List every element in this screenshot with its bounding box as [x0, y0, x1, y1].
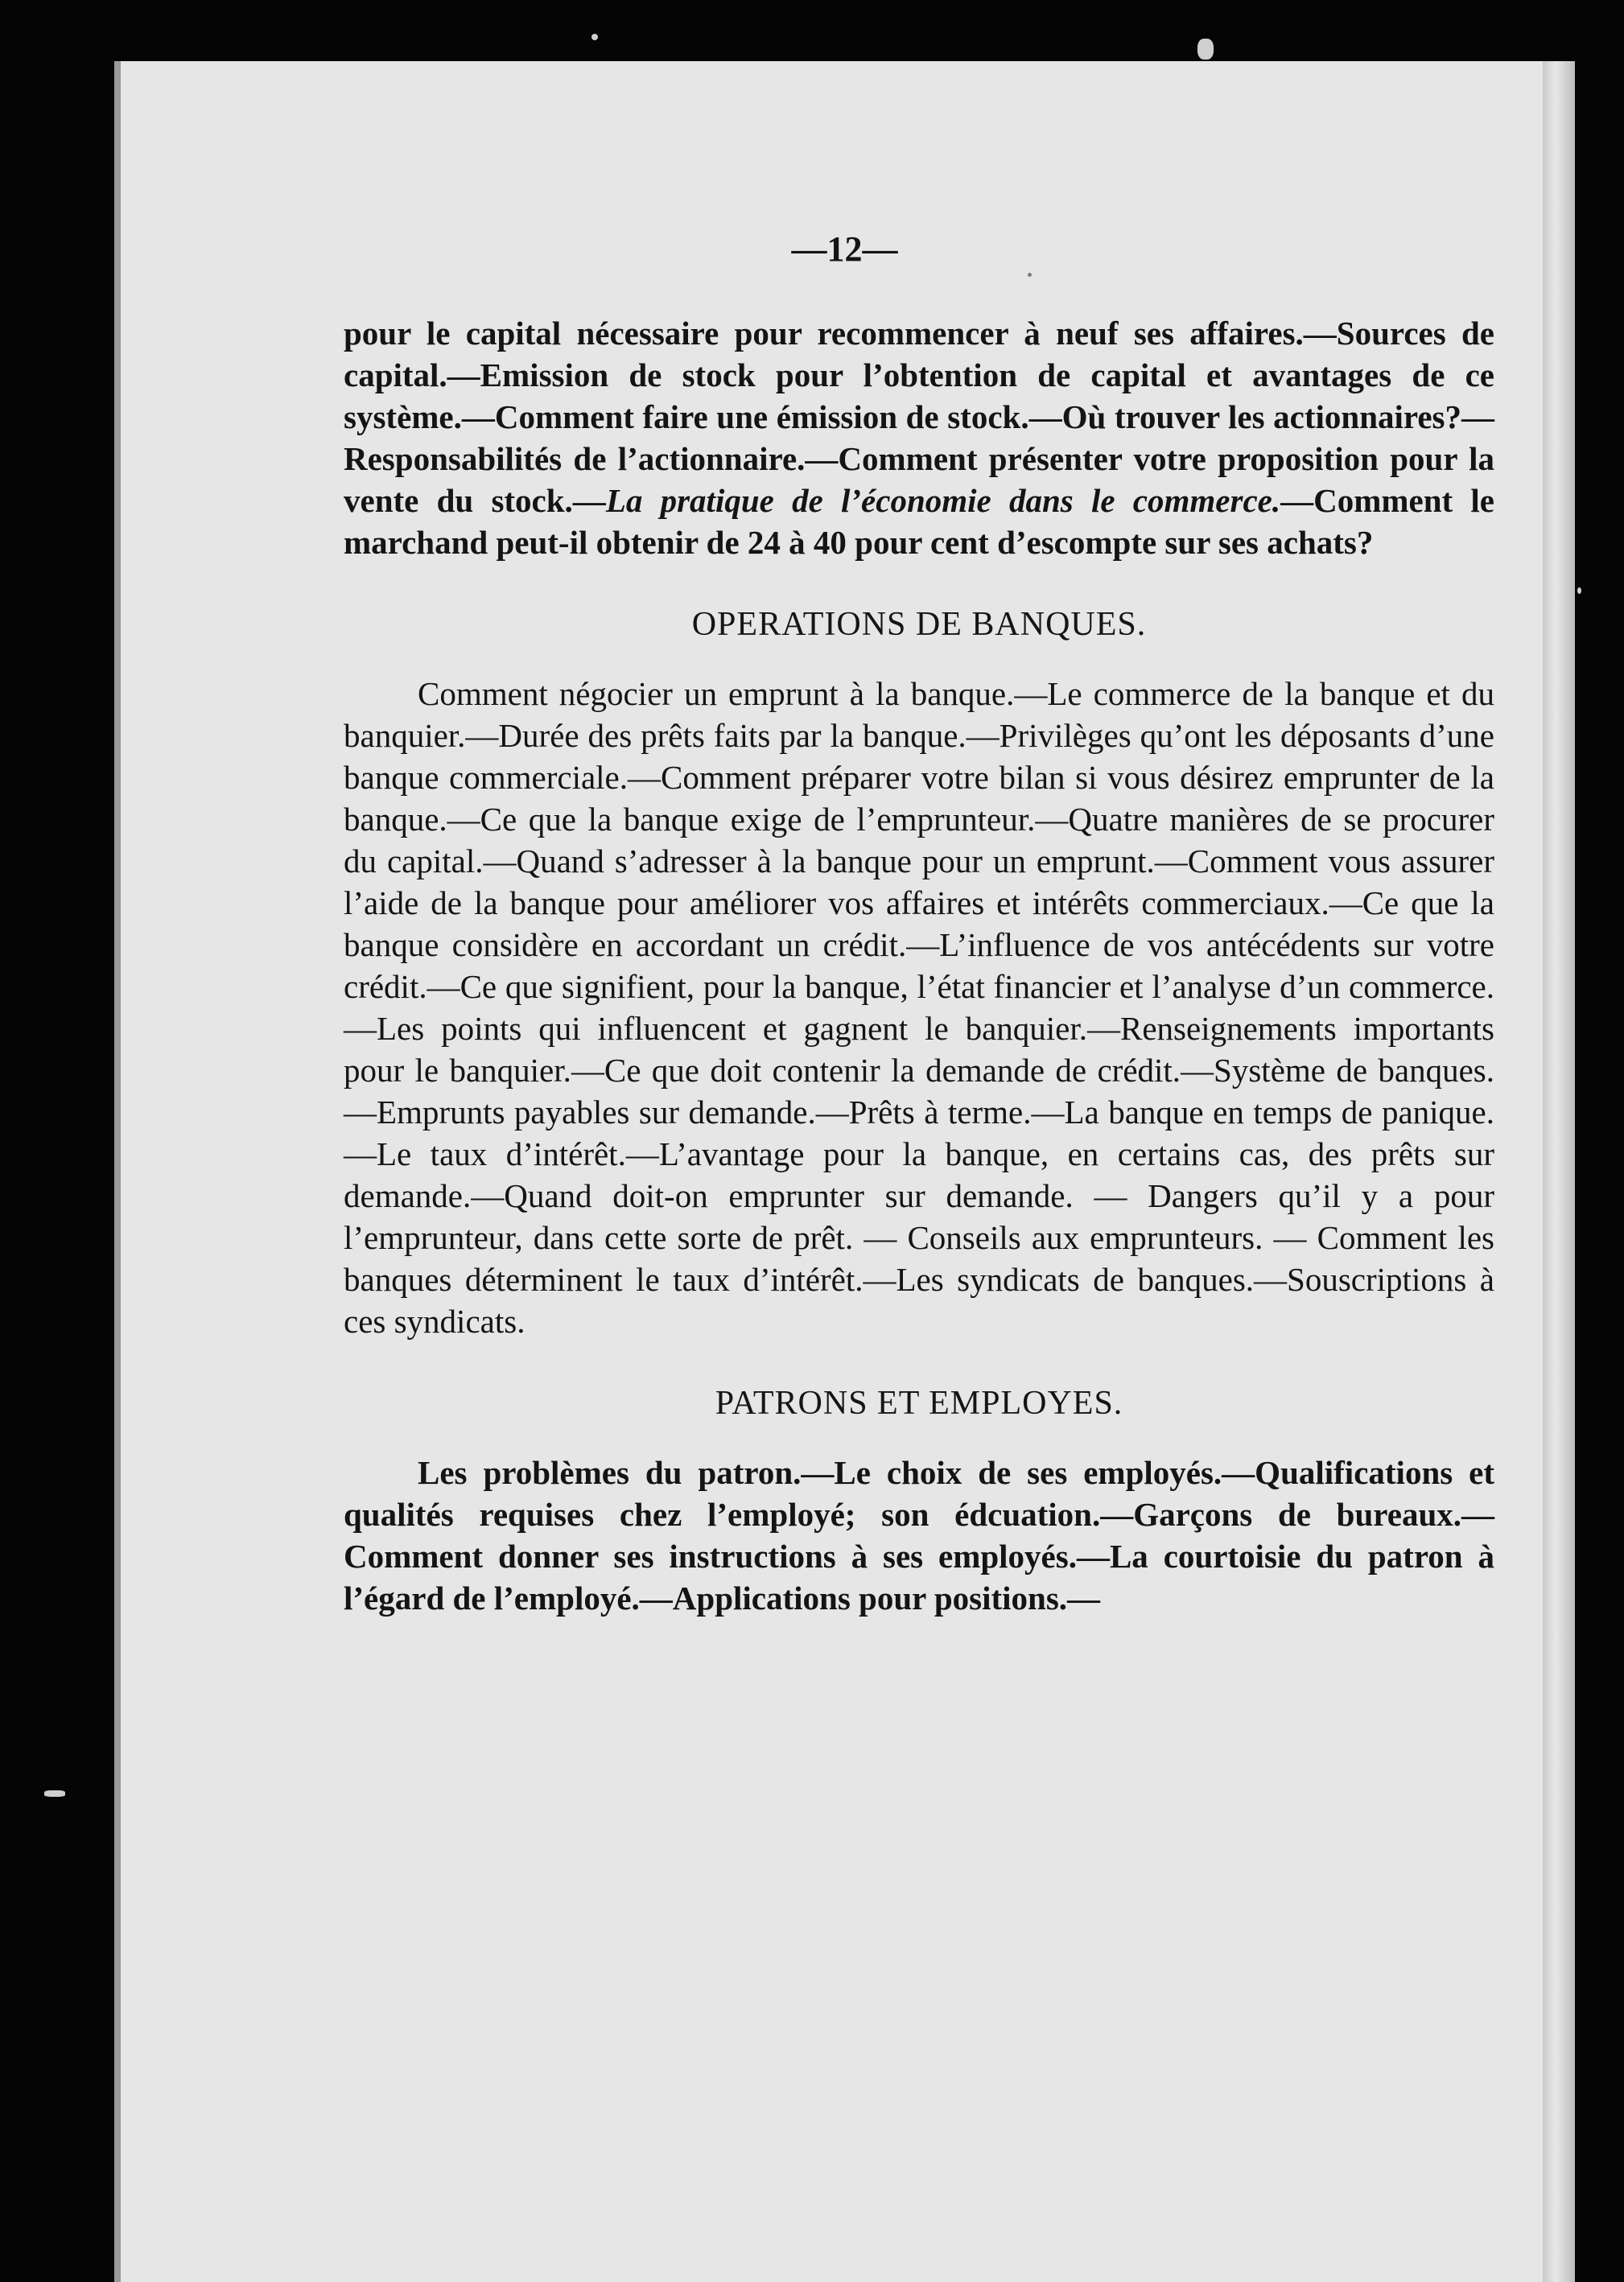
section-body-patrons-employes: Les problèmes du patron.—Le choix de ses employés.—Qualifications et qualités requises chez l’employé; son édcuation.—Garçons de bureaux.—Comment donner ses instructions à ses employés.—La courtoisie du patron à l’égard de l’employé.—Applications pour positions.—	[344, 1454, 1494, 1617]
scan-speck	[1197, 39, 1214, 60]
scan-speck	[44, 1790, 65, 1797]
section-body-operations-banques: Comment négocier un emprunt à la banque.—Le commerce de la banque et du banquier.—Durée des prêts faits par la banque.—Privilèges qu’ont les déposants d’une banque commerciale.—Comment préparer votre bilan si vous désirez emprunter de la banque.—Ce que la banque exige de l’emprunteur.—Quatre manières de se procurer du capital.—Quand s’adresser à la banque pour un emprunt.—Comment vous assurer l’aide de la banque pour améliorer vos affaires et intérêts commerciaux.—Ce que la banque considère en accordant un crédit.—L’influence de vos antécédents sur votre crédit.—Ce que signifient, pour la banque, l’état financier et l’analyse d’un commerce.—Les points qui influencent et gagnent le banquier.—Renseignements importants pour le banquier.—Ce que doit contenir la demande de crédit.—Système de banques.—Emprunts payables sur demande.—Prêts à terme.—La banque en temps de panique.—Le taux d’intérêt.—L’avantage pour la banque, en certains cas, des prêts sur demande.—Quand doit-on emprunter sur demande. — Dangers qu’il y a pour l’emprunteur, dans cette sorte de prêt. — Conseils aux emprunteurs. — Comment les banques déterminent le taux d’intérêt.—Les syndicats de banques.—Souscriptions à ces syndicats.	[344, 675, 1494, 1340]
page-content	[344, 312, 1494, 1619]
intro-text: pour le capital nécessaire pour recommencer à neuf ses affaires.—Sources de capital.—Emission de stock pour l’obtention de capital et avantages de ce système.—Comment faire une émission de stock.—Où trouver les actionnaires?—Responsabilités de l’actionnaire.—Comment présenter votre proposition pour la vente du stock.—	[344, 315, 1494, 519]
scan-speck	[591, 34, 598, 40]
book-page	[114, 61, 1575, 2282]
intro-italic-title: La pratique de l’économie dans le commerce.	[605, 482, 1281, 519]
section-heading-operations-banques: OPERATIONS DE BANQUES.	[691, 606, 1147, 643]
scan-dot	[1028, 273, 1032, 277]
intro-text-end: —Comment le marchand peut-il obtenir de 24 à 40 pour cent d’escompte sur ses achats?	[344, 482, 1494, 561]
section-heading-patrons-employes: PATRONS ET EMPLOYES.	[715, 1385, 1123, 1422]
scan-speck	[1577, 587, 1581, 594]
intro-paragraph	[344, 312, 1494, 563]
page-number: —12—	[791, 229, 898, 269]
